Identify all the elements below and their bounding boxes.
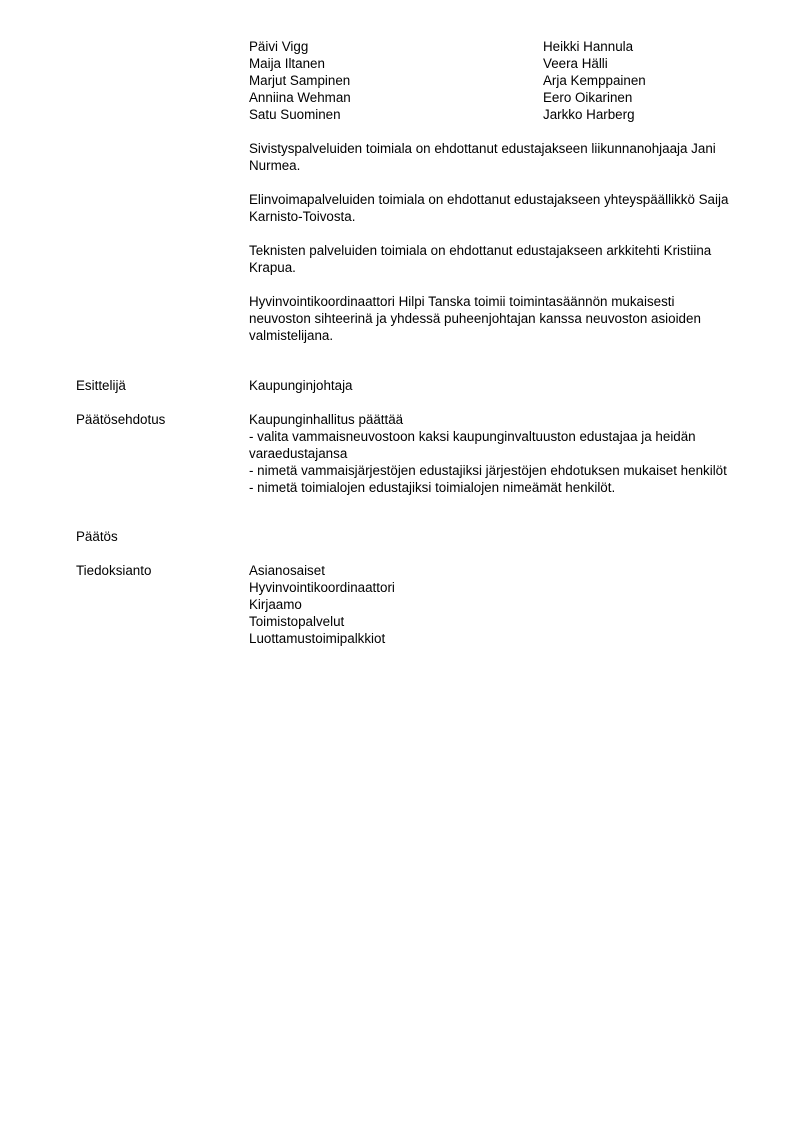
tiedoksianto-item: Hyvinvointikoordinaattori bbox=[249, 580, 395, 595]
member-name: Maija Iltanen bbox=[249, 56, 325, 71]
member-list-right bbox=[543, 38, 646, 123]
member-name: Veera Hälli bbox=[543, 56, 608, 71]
paragraph-sivistys: Sivistyspalveluiden toimiala on ehdottanut edustajakseen liikunnanohjaaja Jani Nurmea. bbox=[249, 141, 716, 173]
paatosehdotus-line: - nimetä toimialojen edustajiksi toimialojen nimeämät henkilöt. bbox=[249, 480, 616, 495]
member-name: Päivi Vigg bbox=[249, 39, 309, 54]
paatosehdotus-line: - valita vammaisneuvostoon kaksi kaupunginvaltuuston edustajaa ja heidän varaedustajansa bbox=[249, 429, 696, 461]
paatosehdotus-label: Päätösehdotus bbox=[76, 412, 166, 427]
paatosehdotus-line: - nimetä vammaisjärjestöjen edustajiksi järjestöjen ehdotuksen mukaiset henkilöt bbox=[249, 463, 727, 478]
member-name: Arja Kemppainen bbox=[543, 73, 646, 88]
tiedoksianto-item: Kirjaamo bbox=[249, 597, 302, 612]
member-list-left bbox=[249, 38, 351, 123]
tiedoksianto-item: Asianosaiset bbox=[249, 563, 325, 578]
tiedoksianto-list bbox=[249, 562, 731, 647]
paragraph-sihteeri: Hyvinvointikoordinaattori Hilpi Tanska toimii toimintasäännön mukaisesti neuvoston sihteerinä ja yhdessä puheenjohtajan kanssa neuvoston asioiden valmistelijana. bbox=[249, 294, 701, 343]
tiedoksianto-item: Toimistopalvelut bbox=[249, 614, 345, 629]
member-name: Eero Oikarinen bbox=[543, 90, 633, 105]
member-name: Jarkko Harberg bbox=[543, 107, 635, 122]
paragraph-elinvoima: Elinvoimapalveluiden toimiala on ehdottanut edustajakseen yhteyspäällikkö Saija Karnisto-Toivosta. bbox=[249, 192, 729, 224]
paragraph-tekninen: Teknisten palveluiden toimiala on ehdottanut edustajakseen arkkitehti Kristiina Krapua. bbox=[249, 243, 712, 275]
esittelija-value: Kaupunginjohtaja bbox=[249, 378, 353, 393]
member-name: Marjut Sampinen bbox=[249, 73, 351, 88]
paatos-label: Päätös bbox=[76, 529, 118, 544]
tiedoksianto-label: Tiedoksianto bbox=[76, 563, 152, 578]
paatosehdotus-line: Kaupunginhallitus päättää bbox=[249, 412, 404, 427]
member-name: Anniina Wehman bbox=[249, 90, 351, 105]
paatosehdotus-body bbox=[249, 411, 731, 496]
member-name: Heikki Hannula bbox=[543, 39, 634, 54]
tiedoksianto-item: Luottamustoimipalkkiot bbox=[249, 631, 386, 646]
esittelija-label: Esittelijä bbox=[76, 378, 126, 393]
member-name: Satu Suominen bbox=[249, 107, 341, 122]
